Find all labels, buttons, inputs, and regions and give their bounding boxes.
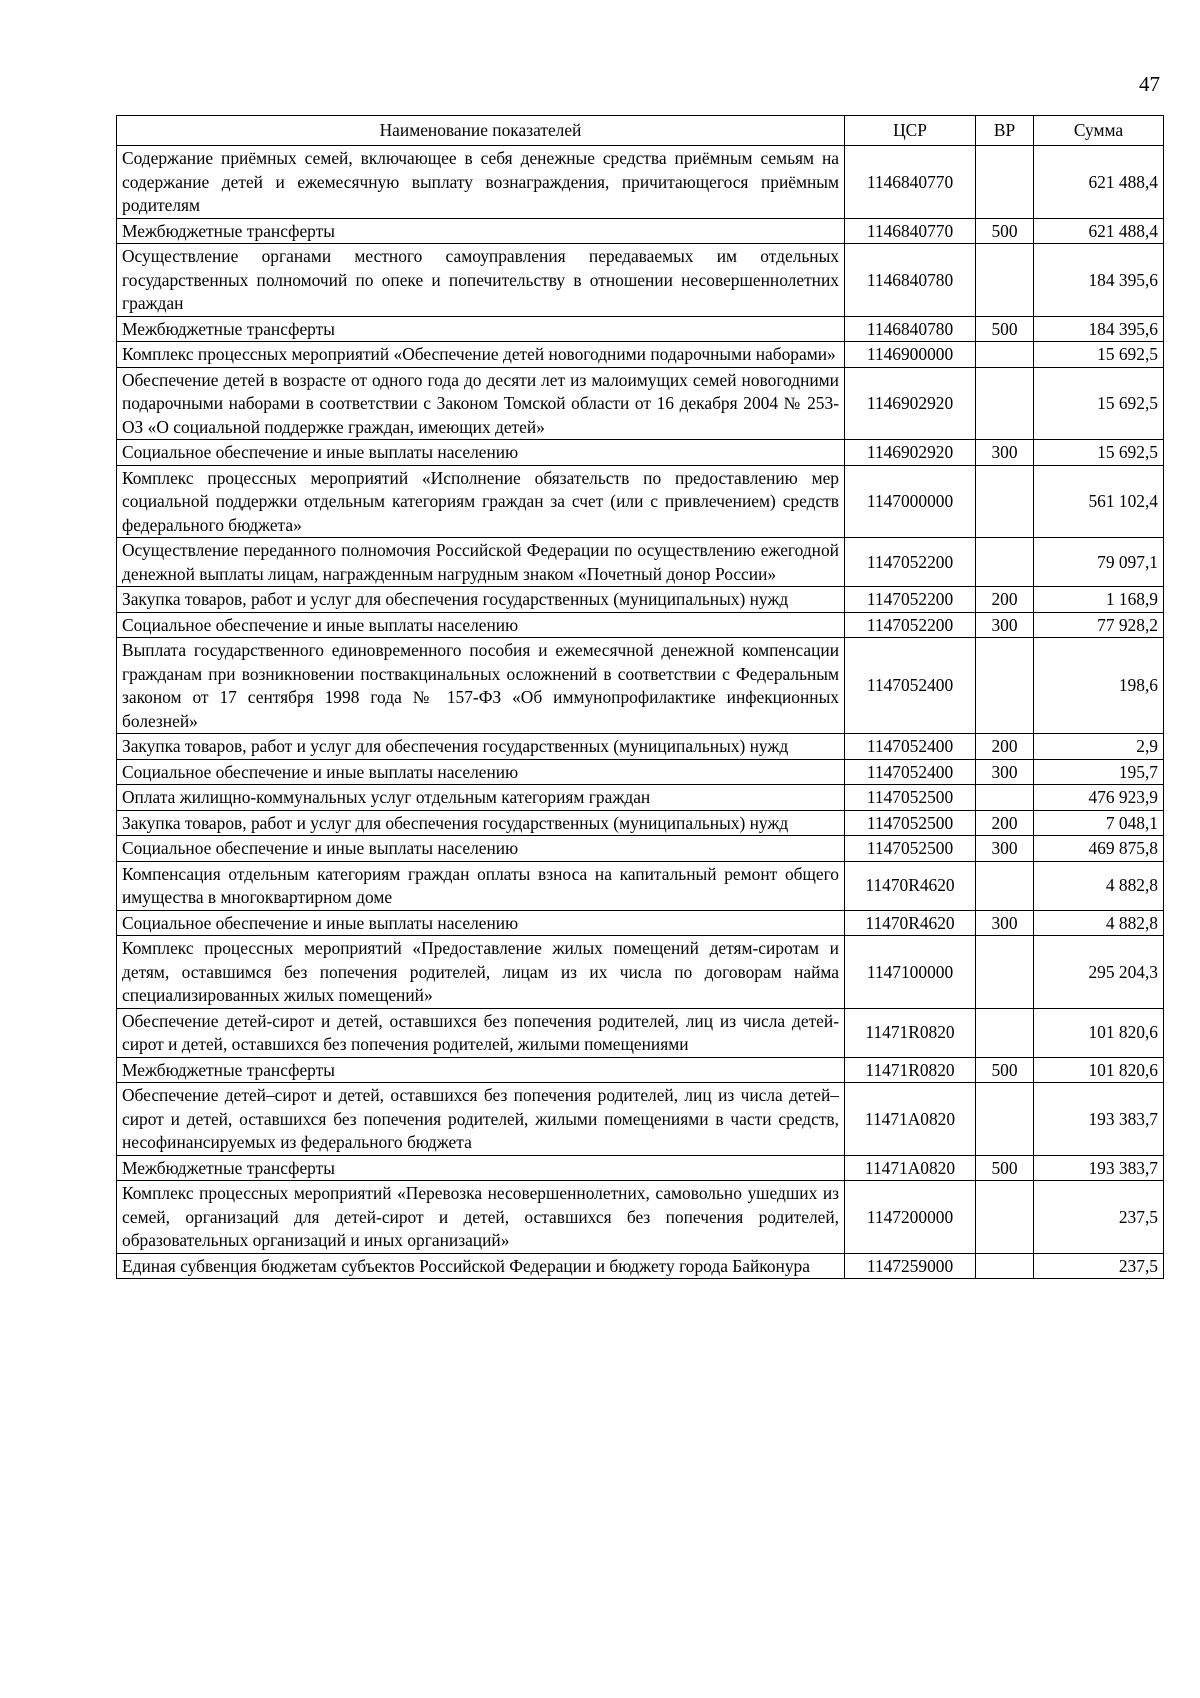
- cell-code: 1147052200: [845, 612, 976, 638]
- table-row: [117, 465, 1164, 538]
- cell-vr: 300: [976, 440, 1034, 466]
- cell-code: 1147052500: [845, 836, 976, 862]
- cell-name: Социальное обеспечение и иные выплаты населению: [117, 440, 845, 466]
- header-name: Наименование показателей: [117, 116, 845, 146]
- cell-vr: 200: [976, 734, 1034, 760]
- table-row: [117, 836, 1164, 862]
- cell-sum: 469 875,8: [1034, 836, 1164, 862]
- cell-code: 1146900000: [845, 342, 976, 368]
- cell-vr: [976, 638, 1034, 734]
- table-row: [117, 342, 1164, 368]
- cell-sum: 4 882,8: [1034, 910, 1164, 936]
- cell-sum: 476 923,9: [1034, 785, 1164, 811]
- cell-name: Социальное обеспечение и иные выплаты населению: [117, 612, 845, 638]
- cell-name: Осуществление органами местного самоуправления передаваемых им отдельных государственных полномочий по опеке и попечительству в отношении несовершеннолетних граждан: [117, 244, 845, 317]
- cell-code: 1147052400: [845, 759, 976, 785]
- cell-name: Закупка товаров, работ и услуг для обеспечения государственных (муниципальных) нужд: [117, 587, 845, 613]
- cell-name: Обеспечение детей в возрасте от одного года до десяти лет из малоимущих семей новогодними подарочными наборами в соответствии с Законом Томской области от 16 декабря 2004 № 253-ОЗ «О социальной поддержке граждан, имеющих детей»: [117, 367, 845, 440]
- table-row: [117, 1008, 1164, 1057]
- cell-code: 11471R0820: [845, 1008, 976, 1057]
- cell-code: 1147052200: [845, 538, 976, 587]
- cell-name: Осуществление переданного полномочия Российской Федерации по осуществлению ежегодной денежной выплаты лицам, награжденным нагрудным знаком «Почетный донор России»: [117, 538, 845, 587]
- cell-name: Обеспечение детей–сирот и детей, оставшихся без попечения родителей, лиц из числа детей–сирот и детей, оставшихся без попечения родителей, жилыми помещениями в части средств, несофинансируемых из федерального бюджета: [117, 1083, 845, 1156]
- table-row: [117, 218, 1164, 244]
- cell-name: Выплата государственного единовременного пособия и ежемесячной денежной компенсации гражданам при возникновении поствакцинальных осложнений в соответствии с Федеральным законом от 17 сентября 1998 года № 157-ФЗ «Об иммунопрофилактике инфекционных болезней»: [117, 638, 845, 734]
- cell-sum: 15 692,5: [1034, 440, 1164, 466]
- cell-sum: 195,7: [1034, 759, 1164, 785]
- page-number: 47: [1139, 72, 1160, 96]
- table-row: [117, 1253, 1164, 1279]
- cell-sum: 193 383,7: [1034, 1083, 1164, 1156]
- header-vr: ВР: [976, 116, 1034, 146]
- cell-sum: 15 692,5: [1034, 342, 1164, 368]
- cell-code: 1146840770: [845, 218, 976, 244]
- cell-sum: 4 882,8: [1034, 861, 1164, 910]
- cell-vr: 200: [976, 810, 1034, 836]
- cell-code: 11471А0820: [845, 1083, 976, 1156]
- cell-code: 1146902920: [845, 367, 976, 440]
- cell-name: Компенсация отдельным категориям граждан оплаты взноса на капитальный ремонт общего имущества в многоквартирном доме: [117, 861, 845, 910]
- cell-name: Содержание приёмных семей, включающее в себя денежные средства приёмным семьям на содержание детей и ежемесячную выплату вознаграждения, причитающегося приёмным родителям: [117, 146, 845, 219]
- table-row: [117, 759, 1164, 785]
- cell-sum: 198,6: [1034, 638, 1164, 734]
- cell-sum: 101 820,6: [1034, 1057, 1164, 1083]
- header-sum: Сумма: [1034, 116, 1164, 146]
- table-row: [117, 440, 1164, 466]
- cell-vr: 500: [976, 316, 1034, 342]
- cell-vr: [976, 1083, 1034, 1156]
- cell-vr: [976, 785, 1034, 811]
- cell-sum: 101 820,6: [1034, 1008, 1164, 1057]
- table-row: [117, 936, 1164, 1009]
- cell-code: 11471А0820: [845, 1155, 976, 1181]
- budget-table: [116, 115, 1164, 1279]
- cell-sum: 79 097,1: [1034, 538, 1164, 587]
- cell-code: 1147200000: [845, 1181, 976, 1254]
- cell-vr: [976, 465, 1034, 538]
- cell-vr: [976, 1181, 1034, 1254]
- cell-sum: 621 488,4: [1034, 146, 1164, 219]
- table-row: [117, 587, 1164, 613]
- cell-sum: 184 395,6: [1034, 316, 1164, 342]
- cell-name: Комплекс процессных мероприятий «Исполнение обязательств по предоставлению мер социальной поддержки отдельным категориям граждан за счет (или с привлечением) средств федерального бюджета»: [117, 465, 845, 538]
- table-row: [117, 1181, 1164, 1254]
- cell-name: Единая субвенция бюджетам субъектов Российской Федерации и бюджету города Байконура: [117, 1253, 845, 1279]
- cell-code: 1147052500: [845, 810, 976, 836]
- cell-code: 11470R4620: [845, 861, 976, 910]
- cell-name: Межбюджетные трансферты: [117, 1057, 845, 1083]
- cell-vr: [976, 538, 1034, 587]
- cell-name: Межбюджетные трансферты: [117, 316, 845, 342]
- cell-code: 1146902920: [845, 440, 976, 466]
- cell-code: 1147052500: [845, 785, 976, 811]
- cell-code: 1147052400: [845, 734, 976, 760]
- cell-sum: 7 048,1: [1034, 810, 1164, 836]
- cell-name: Комплекс процессных мероприятий «Предоставление жилых помещений детям-сиротам и детям, оставшимся без попечения родителей, лицам из их числа по договорам найма специализированных жилых помещений»: [117, 936, 845, 1009]
- cell-sum: 295 204,3: [1034, 936, 1164, 1009]
- table-row: [117, 861, 1164, 910]
- table-row: [117, 638, 1164, 734]
- cell-name: Социальное обеспечение и иные выплаты населению: [117, 759, 845, 785]
- cell-sum: 15 692,5: [1034, 367, 1164, 440]
- table-row: [117, 146, 1164, 219]
- table-row: [117, 910, 1164, 936]
- header-code: ЦСР: [845, 116, 976, 146]
- table-row: [117, 612, 1164, 638]
- cell-sum: 2,9: [1034, 734, 1164, 760]
- table-row: [117, 1155, 1164, 1181]
- cell-code: 1146840780: [845, 244, 976, 317]
- cell-sum: 237,5: [1034, 1253, 1164, 1279]
- cell-vr: 500: [976, 1057, 1034, 1083]
- table-row: [117, 785, 1164, 811]
- cell-code: 11470R4620: [845, 910, 976, 936]
- table-row: [117, 810, 1164, 836]
- cell-vr: 300: [976, 910, 1034, 936]
- cell-sum: 193 383,7: [1034, 1155, 1164, 1181]
- cell-name: Социальное обеспечение и иные выплаты населению: [117, 910, 845, 936]
- cell-code: 11471R0820: [845, 1057, 976, 1083]
- table-row: [117, 1057, 1164, 1083]
- table-row: [117, 538, 1164, 587]
- table-body: [117, 146, 1164, 1279]
- cell-name: Обеспечение детей-сирот и детей, оставшихся без попечения родителей, лиц из числа детей-сирот и детей, оставшихся без попечения родителей, жилыми помещениями: [117, 1008, 845, 1057]
- cell-name: Межбюджетные трансферты: [117, 1155, 845, 1181]
- cell-name: Оплата жилищно-коммунальных услуг отдельным категориям граждан: [117, 785, 845, 811]
- table-row: [117, 734, 1164, 760]
- cell-vr: 500: [976, 1155, 1034, 1181]
- table-row: [117, 316, 1164, 342]
- cell-vr: [976, 1253, 1034, 1279]
- cell-sum: 77 928,2: [1034, 612, 1164, 638]
- cell-vr: [976, 244, 1034, 317]
- table-row: [117, 1083, 1164, 1156]
- cell-sum: 561 102,4: [1034, 465, 1164, 538]
- table-row: [117, 367, 1164, 440]
- cell-code: 1147100000: [845, 936, 976, 1009]
- cell-sum: 237,5: [1034, 1181, 1164, 1254]
- cell-code: 1146840770: [845, 146, 976, 219]
- cell-vr: [976, 146, 1034, 219]
- cell-code: 1147259000: [845, 1253, 976, 1279]
- cell-sum: 1 168,9: [1034, 587, 1164, 613]
- cell-code: 1146840780: [845, 316, 976, 342]
- cell-name: Межбюджетные трансферты: [117, 218, 845, 244]
- cell-name: Социальное обеспечение и иные выплаты населению: [117, 836, 845, 862]
- cell-code: 1147052400: [845, 638, 976, 734]
- cell-vr: 300: [976, 836, 1034, 862]
- cell-vr: [976, 861, 1034, 910]
- cell-vr: [976, 367, 1034, 440]
- cell-sum: 621 488,4: [1034, 218, 1164, 244]
- cell-vr: [976, 936, 1034, 1009]
- cell-vr: [976, 1008, 1034, 1057]
- cell-name: Комплекс процессных мероприятий «Обеспечение детей новогодними подарочными наборами»: [117, 342, 845, 368]
- cell-vr: 200: [976, 587, 1034, 613]
- cell-name: Комплекс процессных мероприятий «Перевозка несовершеннолетних, самовольно ушедших из семей, организаций для детей-сирот и детей, оставшихся без попечения родителей, образовательных организаций и иных организаций»: [117, 1181, 845, 1254]
- cell-code: 1147000000: [845, 465, 976, 538]
- table-row: [117, 244, 1164, 317]
- cell-code: 1147052200: [845, 587, 976, 613]
- cell-name: Закупка товаров, работ и услуг для обеспечения государственных (муниципальных) нужд: [117, 734, 845, 760]
- cell-vr: 300: [976, 612, 1034, 638]
- cell-name: Закупка товаров, работ и услуг для обеспечения государственных (муниципальных) нужд: [117, 810, 845, 836]
- table-header-row: [117, 116, 1164, 146]
- cell-vr: 300: [976, 759, 1034, 785]
- cell-vr: 500: [976, 218, 1034, 244]
- cell-vr: [976, 342, 1034, 368]
- cell-sum: 184 395,6: [1034, 244, 1164, 317]
